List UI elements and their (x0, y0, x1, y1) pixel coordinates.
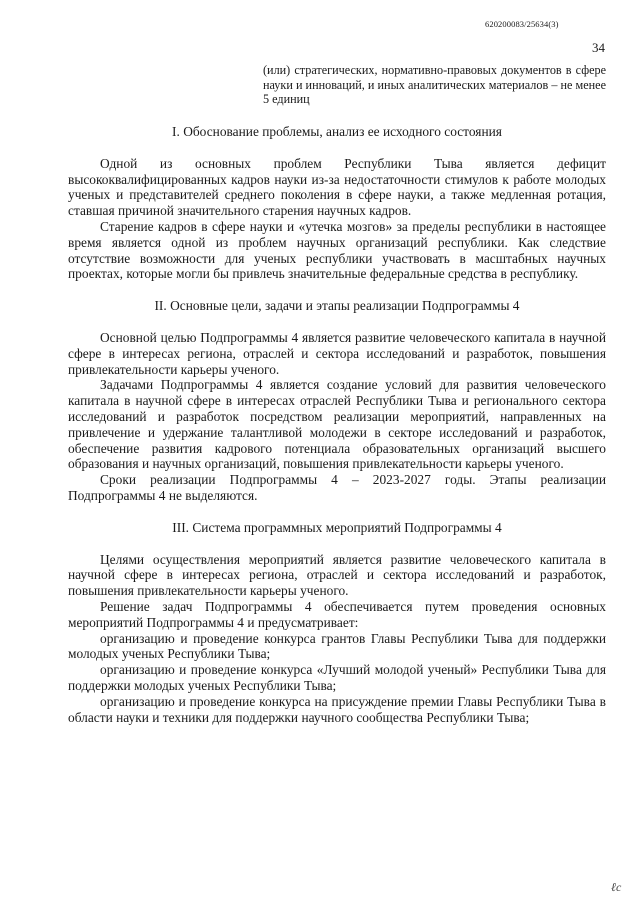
document-body (68, 124, 606, 725)
section-1-heading: I. Обоснование проблемы, анализ ее исходного состояния (172, 124, 502, 139)
section-2-paragraph: Задачами Подпрограммы 4 является создание условий для развития человеческого капитала в научной сфере в интересах отраслей Республики Тыва и регионального сектора исследований и разработок посредством реализации мероприятий, направленных на привлечение и удержание талантливой молодежи в секторе исследований и разработок, обеспечение развития кадрового потенциала образовательных организаций высшего образования и научных организаций, повышения привлекательности карьеры ученого. (68, 377, 606, 472)
handwritten-mark: ℓс (611, 880, 622, 894)
section-3-heading: III. Система программных мероприятий Подпрограммы 4 (172, 519, 502, 535)
carryover-text: (или) стратегических, нормативно-правовых документов в сфере науки и инноваций, и иных аналитических материалов – не менее 5 единиц (263, 63, 606, 107)
section-3-list-item: организацию и проведение конкурса на присуждение премии Главы Республики Тыва в области науки и техники для поддержки научного сообщества Республики Тыва; (68, 693, 606, 725)
section-2-paragraph: Основной целью Подпрограммы 4 является развитие человеческого капитала в научной сфере в интересах региона, отраслей и сектора исследований и разработок, повышения привлекательности карьеры ученого. (68, 329, 606, 377)
section-2-paragraph: Сроки реализации Подпрограммы 4 – 2023-2027 годы. Этапы реализации Подпрограммы 4 не выделяются. (68, 472, 606, 503)
section-1-paragraph: Одной из основных проблем Республики Тыва является дефицит высококвалифицированных кадров науки из-за недостаточности стимулов к работе молодых ученых и представителей среднего поколения в сфере науки, а также медленная ротация, ставшая причиной значительного старения научных кадров. (68, 155, 606, 219)
section-1-paragraph: Старение кадров в сфере науки и «утечка мозгов» за пределы республики в настоящее время является одной из проблем научных организаций республики. Как следствие отсутствие возможности для ученых республики участвовать в масштабных научных проектах, которые могли бы привлечь значительные федеральные средства в республику. (68, 218, 606, 282)
section-3-paragraph: Решение задач Подпрограммы 4 обеспечивается путем проведения основных мероприятий Подпрограммы 4 и предусматривает: (68, 598, 606, 630)
section-3-list-item: организацию и проведение конкурса «Лучший молодой ученый» Республики Тыва для поддержки молодых ученых Республики Тыва; (68, 662, 606, 693)
section-3-list-item: организацию и проведение конкурса грантов Главы Республики Тыва для поддержки молодых ученых Республики Тыва; (68, 630, 606, 662)
section-3-paragraph: Целями осуществления мероприятий является развитие человеческого капитала в научной сфере в интересах региона, отраслей и сектора исследований и разработок, повышения привлекательности карьеры ученого. (68, 551, 606, 599)
section-2-heading: II. Основные цели, задачи и этапы реализации Подпрограммы 4 (154, 298, 520, 314)
document-id: 620200083/25634(3) (485, 19, 559, 29)
page-number: 34 (592, 40, 605, 55)
